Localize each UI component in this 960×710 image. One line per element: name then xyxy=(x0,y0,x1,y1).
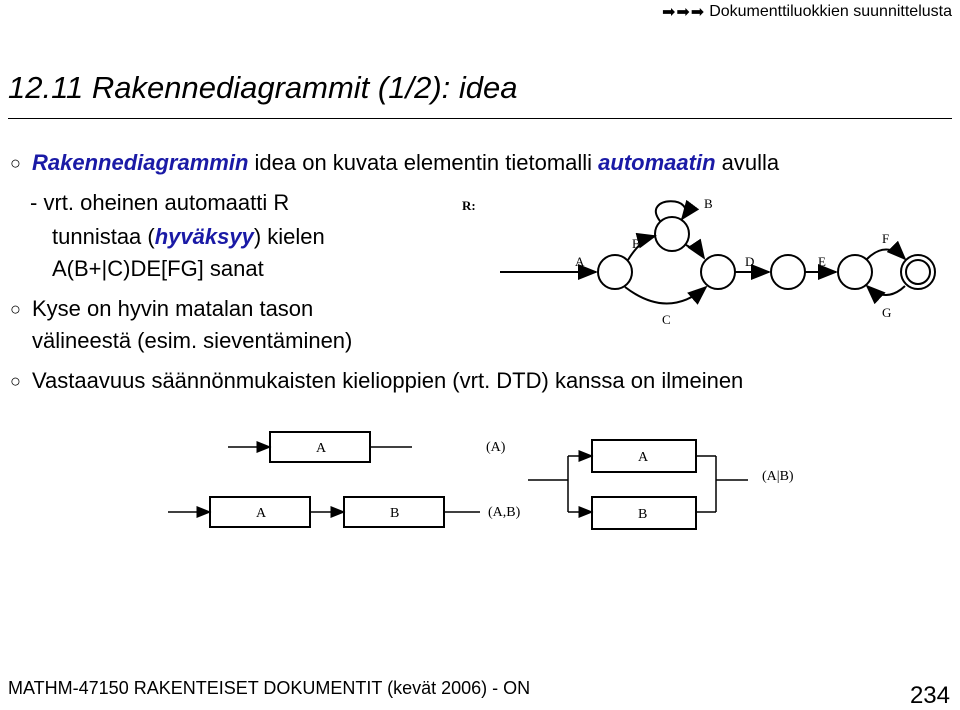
seq-label: (A,B) xyxy=(488,505,521,520)
edge-g xyxy=(867,286,905,295)
bullet-1-text-a: idea on kuvata elementin tietomalli xyxy=(248,150,599,175)
bullet-2-line-b: välineestä (esim. sieventäminen) xyxy=(32,328,353,353)
bullet-2-line-a: Kyse on hyvin matalan tason xyxy=(32,296,314,321)
edge-label-b-loop: B xyxy=(704,196,713,211)
sub-b-part-2: ) kielen xyxy=(253,224,325,249)
bullet-3-text: Vastaavuus säännönmukaisten kielioppien (vrt. DTD) kanssa on ilmeinen xyxy=(32,368,744,393)
bullet-dot-icon: ○ xyxy=(10,371,21,391)
edge-label-g: G xyxy=(882,305,892,320)
term-hyvaksyy: hyväksyy xyxy=(154,224,254,249)
bullet-1-sub-c: A(B+|C)DE[FG] sanat xyxy=(52,256,264,281)
edge-label-d: D xyxy=(745,254,755,269)
page-number: 234 xyxy=(909,682,950,709)
state-4 xyxy=(771,255,805,289)
edge-label-c: C xyxy=(662,312,671,327)
footer-course: MATHM-47150 RAKENTEISET DOKUMENTIT (kevät 2006) - ON xyxy=(8,678,531,698)
term-rakennediagrammin: Rakennediagrammin xyxy=(32,150,249,175)
edge-b-out xyxy=(686,245,704,258)
edge-label-b: B xyxy=(632,236,641,251)
edge-c xyxy=(625,287,706,304)
state-3 xyxy=(701,255,735,289)
edge-f xyxy=(867,250,905,260)
state-final-inner xyxy=(906,260,930,284)
choice-box-a-label: A xyxy=(638,450,649,465)
choice-label: (A|B) xyxy=(762,469,794,484)
state-2 xyxy=(655,217,689,251)
automaton-label: R: xyxy=(462,198,476,213)
seq-box-b-label: B xyxy=(390,506,400,521)
slide-title: 12.11 Rakennediagrammit (1/2): idea xyxy=(8,70,518,105)
bullet-1-text-b: avulla xyxy=(715,150,780,175)
state-5 xyxy=(838,255,872,289)
edge-label-a: A xyxy=(575,254,585,269)
single-box-label: A xyxy=(316,441,327,456)
header-title: Dokumenttiluokkien suunnittelusta xyxy=(709,3,952,20)
edge-label-e: E xyxy=(818,254,826,269)
sub-b-part-1: tunnistaa ( xyxy=(52,224,155,249)
seq-box-a-label: A xyxy=(256,506,267,521)
arrow-icon: ➡➡➡ xyxy=(661,4,706,21)
bullet-dot-icon: ○ xyxy=(10,153,21,173)
bullet-dot-icon: ○ xyxy=(10,299,21,319)
edge-label-f: F xyxy=(882,231,890,246)
bullet-1-sub-a: - vrt. oheinen automaatti R xyxy=(30,190,290,215)
state-1 xyxy=(598,255,632,289)
single-label: (A) xyxy=(486,440,506,455)
choice-box-b-label: B xyxy=(638,507,648,522)
term-automaatin: automaatin xyxy=(598,150,716,175)
